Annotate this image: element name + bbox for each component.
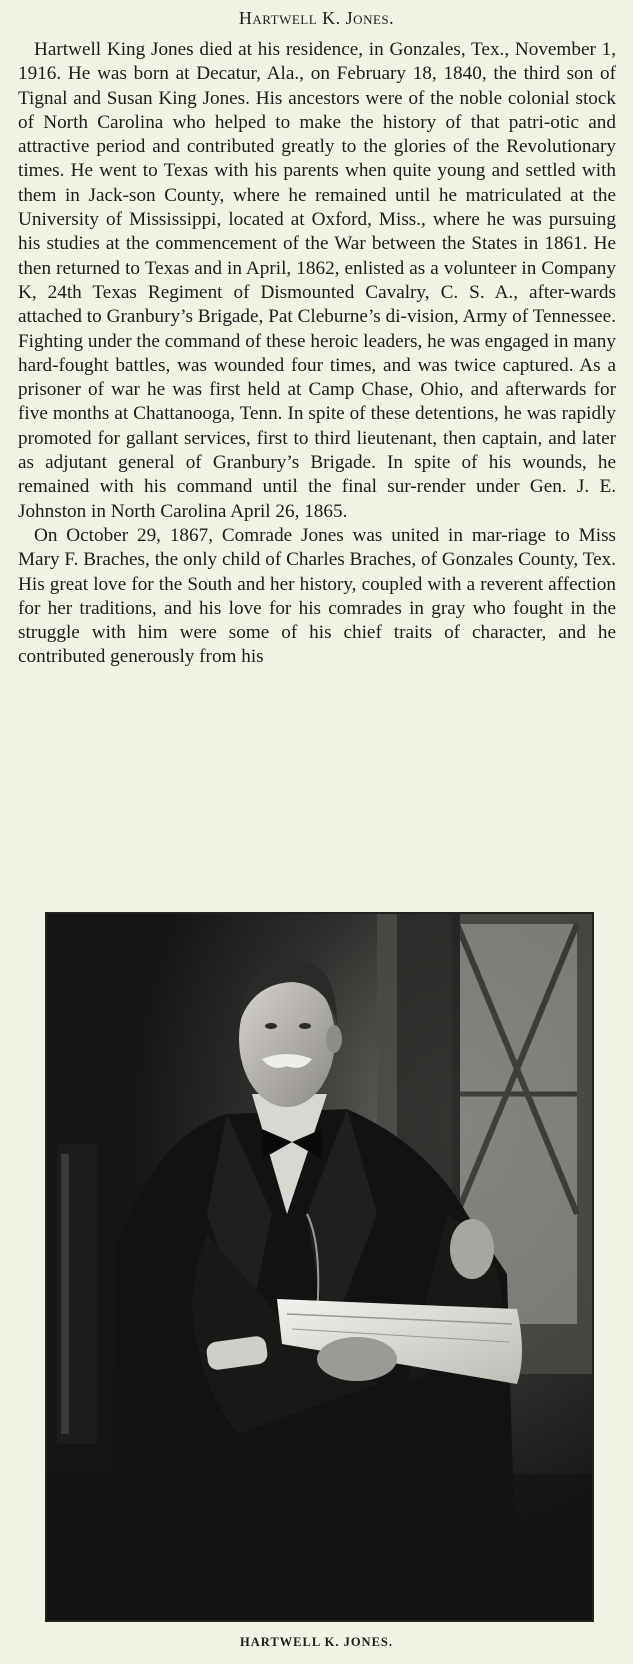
portrait-photo [45,912,594,1622]
paragraph-2: On October 29, 1867, Comrade Jones was united in mar-riage to Miss Mary F. Braches, the only child of Charles Braches, of Gonzales County, Tex. His great love for the South and her history, coupled with a reverent affection for her traditions, and his love for his comrades in gray who fought in the struggle with him were some of his chief traits of character, and he contributed generously from his [18,524,616,668]
article-body [18,38,616,670]
paragraph-1: Hartwell King Jones died at his residence, in Gonzales, Tex., November 1, 1916. He was born at Decatur, Ala., on February 18, 1840, the third son of Tignal and Susan King Jones. His ancestors were of the noble colonial stock of North Carolina who helped to make the history of that patri-otic and attractive period and contributed greatly to the glories of the Revolutionary times. He went to Texas with his parents when quite young and settled with them in Jack-son County, where he remained until he matriculated at the University of Mississippi, located at Oxford, Miss., where he was pursuing his studies at the commencement of the War between the States in 1861. He then returned to Texas and in April, 1862, enlisted as a volunteer in Company K, 24th Texas Regiment of Dismounted Cavalry, C. S. A., after-wards attached to Granbury’s Brigade, Pat Cleburne’s di-vision, Army of Tennessee. Fighting under the command of these heroic leaders, he was engaged in many hard-fought battles, was wounded four times, and was twice captured. As a prisoner of war he was first held at Camp Chase, Ohio, and afterwards for five months at Chattanooga, Tenn. In spite of these detentions, he was rapidly promoted for gallant services, first to third lieutenant, then captain, and later as adjutant general of Granbury’s Brigade. In spite of his wounds, he remained with his command until the final sur-render under Gen. J. E. Johnston in North Carolina April 26, 1865. [18,39,616,522]
photo-caption: HARTWELL K. JONES. [239,1635,393,1649]
article-title: Hartwell K. Jones. [238,8,395,28]
